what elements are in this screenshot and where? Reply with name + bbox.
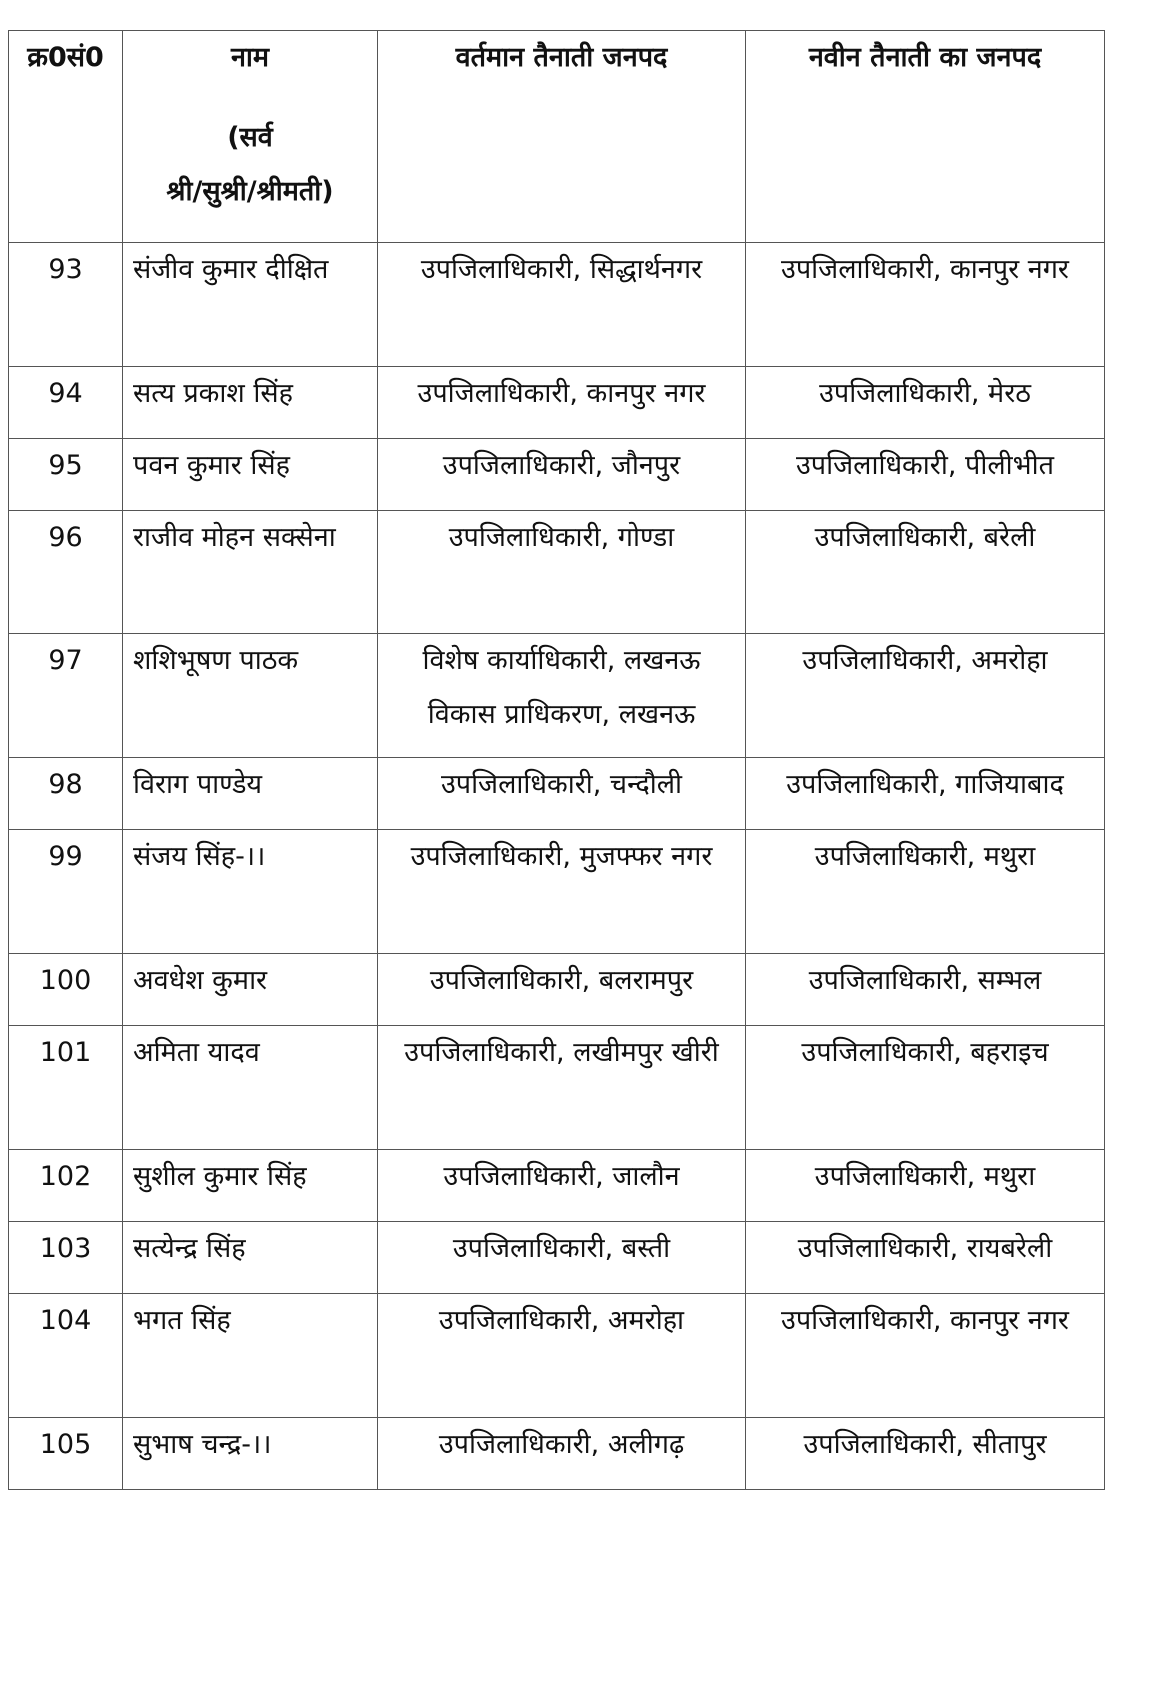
row-current-posting: उपजिलाधिकारी, जालौन xyxy=(378,1150,746,1222)
row-name: राजीव मोहन सक्सेना xyxy=(123,511,378,634)
header-name-label: नाम xyxy=(230,42,270,73)
row-current-posting: उपजिलाधिकारी, बस्ती xyxy=(378,1222,746,1294)
table-row xyxy=(9,1026,1105,1150)
row-new-posting: उपजिलाधिकारी, कानपुर नगर xyxy=(746,243,1105,367)
row-name: विराग पाण्डेय xyxy=(123,758,378,830)
row-current-posting: उपजिलाधिकारी, सिद्धार्थनगर xyxy=(378,243,746,367)
row-current-posting: उपजिलाधिकारी, मुजफ्फर नगर xyxy=(378,830,746,954)
transfer-table xyxy=(8,30,1105,1490)
table-row xyxy=(9,511,1105,634)
row-new-posting: उपजिलाधिकारी, सम्भल xyxy=(746,954,1105,1026)
row-current-posting: उपजिलाधिकारी, चन्दौली xyxy=(378,758,746,830)
row-name: संजीव कुमार दीक्षित xyxy=(123,243,378,367)
row-sno: 102 xyxy=(9,1150,123,1222)
row-sno: 103 xyxy=(9,1222,123,1294)
header-name-sub2: श्री/सुश्री/श्रीमती) xyxy=(166,176,334,207)
row-new-posting: उपजिलाधिकारी, सीतापुर xyxy=(746,1418,1105,1490)
row-name: सुशील कुमार सिंह xyxy=(123,1150,378,1222)
row-new-posting: उपजिलाधिकारी, रायबरेली xyxy=(746,1222,1105,1294)
table-row xyxy=(9,1418,1105,1490)
table-row xyxy=(9,830,1105,954)
header-current-posting: वर्तमान तैनाती जनपद xyxy=(378,31,746,243)
row-current-posting: विशेष कार्याधिकारी, लखनऊ विकास प्राधिकरण, लखनऊ xyxy=(378,634,746,758)
table-row xyxy=(9,954,1105,1026)
header-new-posting: नवीन तैनाती का जनपद xyxy=(746,31,1105,243)
row-sno: 99 xyxy=(9,830,123,954)
row-current-posting: उपजिलाधिकारी, अमरोहा xyxy=(378,1294,746,1418)
row-name: संजय सिंह-।। xyxy=(123,830,378,954)
table-row xyxy=(9,439,1105,511)
row-sno: 98 xyxy=(9,758,123,830)
row-name: अमिता यादव xyxy=(123,1026,378,1150)
row-sno: 93 xyxy=(9,243,123,367)
row-sno: 97 xyxy=(9,634,123,758)
row-current-posting: उपजिलाधिकारी, जौनपुर xyxy=(378,439,746,511)
row-new-posting: उपजिलाधिकारी, मेरठ xyxy=(746,367,1105,439)
table-row xyxy=(9,758,1105,830)
table-row xyxy=(9,634,1105,758)
table-row xyxy=(9,1222,1105,1294)
row-name: पवन कुमार सिंह xyxy=(123,439,378,511)
row-new-posting: उपजिलाधिकारी, बहराइच xyxy=(746,1026,1105,1150)
row-new-posting: उपजिलाधिकारी, मथुरा xyxy=(746,1150,1105,1222)
row-name: भगत सिंह xyxy=(123,1294,378,1418)
row-current-posting: उपजिलाधिकारी, गोण्डा xyxy=(378,511,746,634)
row-name: सत्येन्द्र सिंह xyxy=(123,1222,378,1294)
table-row xyxy=(9,243,1105,367)
row-new-posting: उपजिलाधिकारी, कानपुर नगर xyxy=(746,1294,1105,1418)
row-new-posting: उपजिलाधिकारी, मथुरा xyxy=(746,830,1105,954)
header-name-sub1: (सर्व xyxy=(227,122,273,153)
row-current-posting: उपजिलाधिकारी, लखीमपुर खीरी xyxy=(378,1026,746,1150)
row-sno: 104 xyxy=(9,1294,123,1418)
row-sno: 101 xyxy=(9,1026,123,1150)
table-row xyxy=(9,1150,1105,1222)
header-row xyxy=(9,31,1105,243)
row-name: शशिभूषण पाठक xyxy=(123,634,378,758)
row-sno: 94 xyxy=(9,367,123,439)
row-sno: 95 xyxy=(9,439,123,511)
header-sno: क्र0सं0 xyxy=(9,31,123,243)
row-sno: 96 xyxy=(9,511,123,634)
row-new-posting: उपजिलाधिकारी, पीलीभीत xyxy=(746,439,1105,511)
row-name: सत्य प्रकाश सिंह xyxy=(123,367,378,439)
table-row xyxy=(9,367,1105,439)
row-new-posting: उपजिलाधिकारी, बरेली xyxy=(746,511,1105,634)
row-sno: 105 xyxy=(9,1418,123,1490)
header-name xyxy=(123,31,378,243)
row-new-posting: उपजिलाधिकारी, अमरोहा xyxy=(746,634,1105,758)
row-name: अवधेश कुमार xyxy=(123,954,378,1026)
row-current-posting: उपजिलाधिकारी, बलरामपुर xyxy=(378,954,746,1026)
row-sno: 100 xyxy=(9,954,123,1026)
row-name: सुभाष चन्द्र-।। xyxy=(123,1418,378,1490)
row-current-posting: उपजिलाधिकारी, कानपुर नगर xyxy=(378,367,746,439)
row-new-posting: उपजिलाधिकारी, गाजियाबाद xyxy=(746,758,1105,830)
table-row xyxy=(9,1294,1105,1418)
row-current-posting: उपजिलाधिकारी, अलीगढ़ xyxy=(378,1418,746,1490)
